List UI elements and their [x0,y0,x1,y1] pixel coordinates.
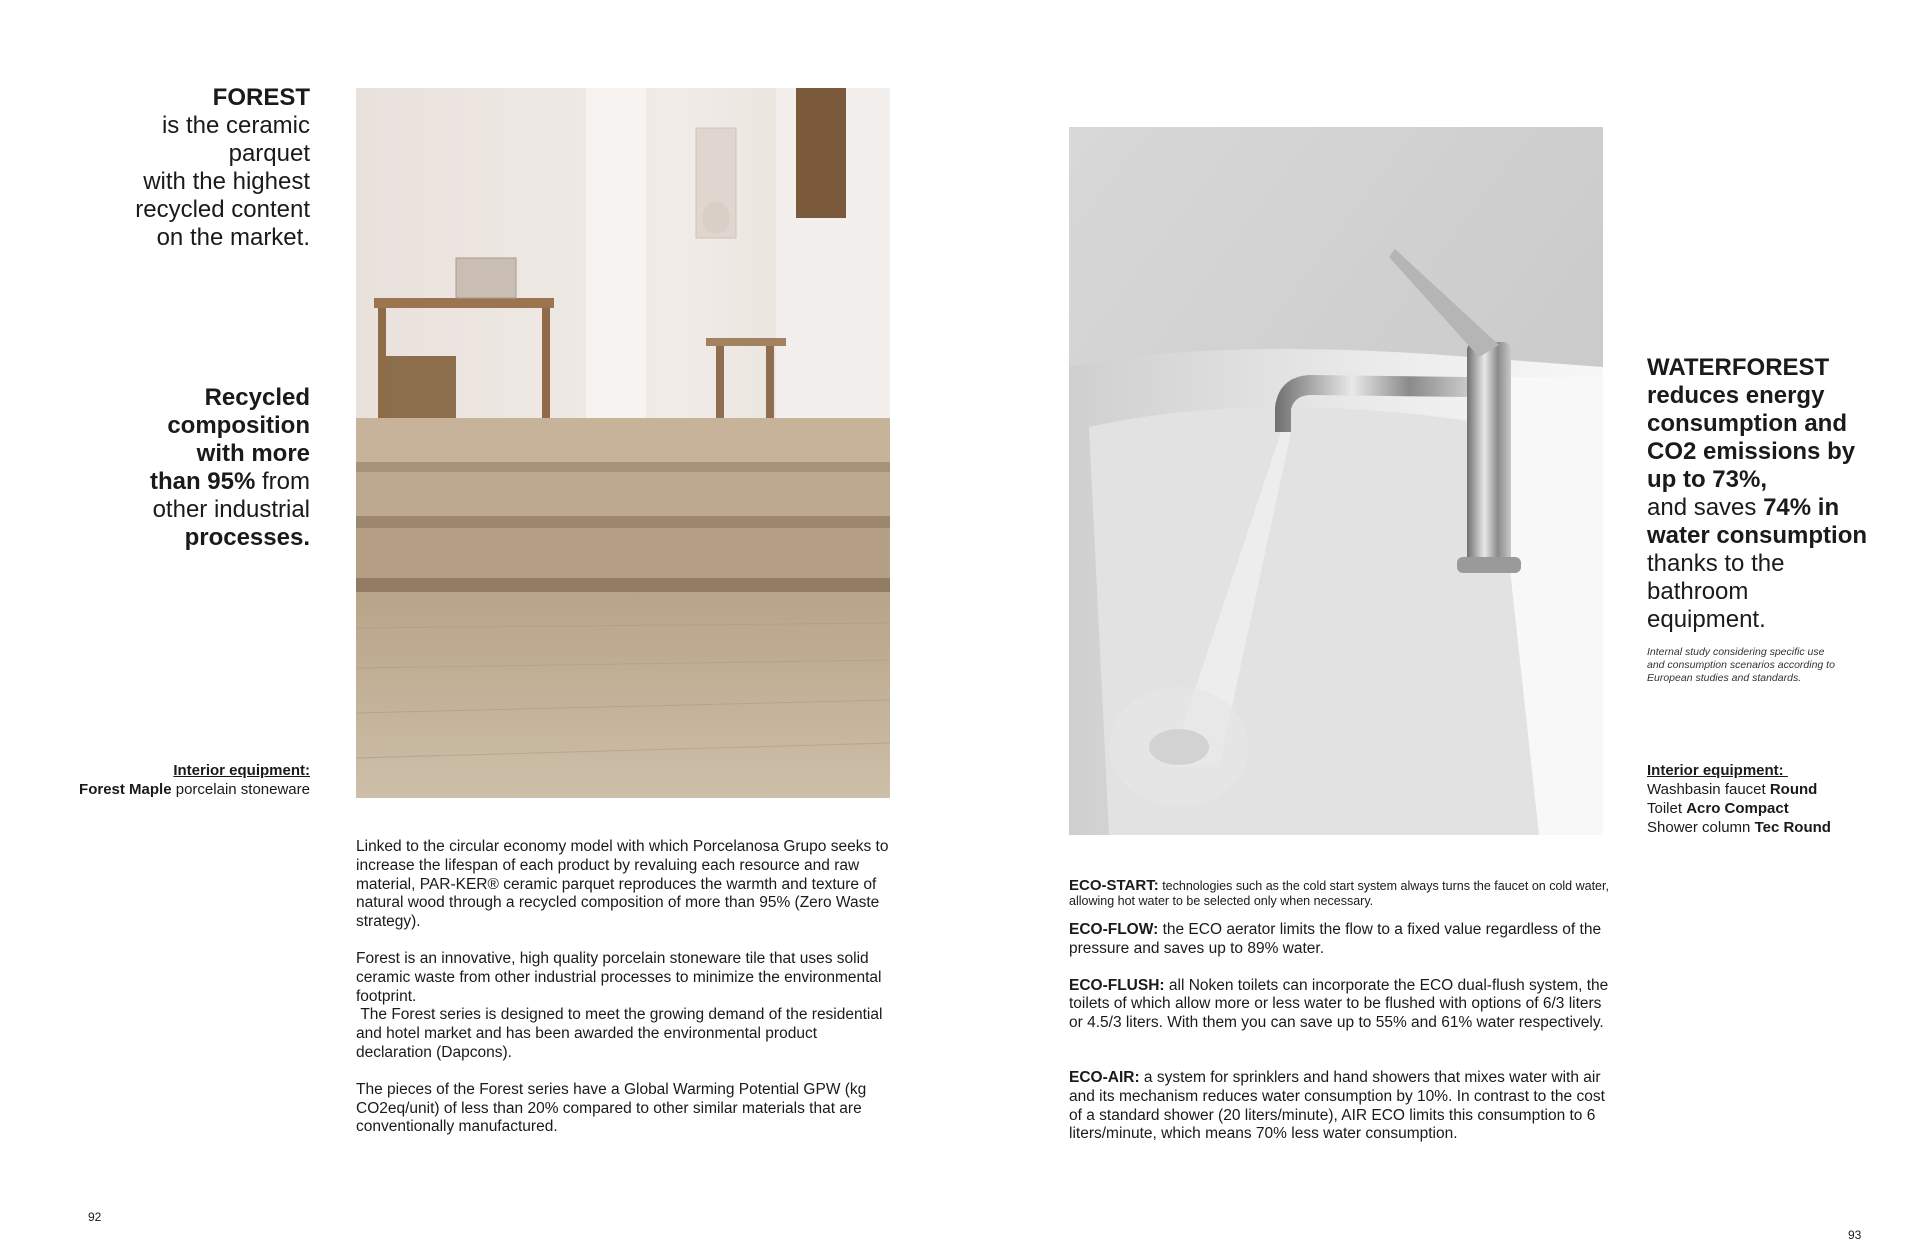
recycled-line [90,468,310,496]
forest-paragraph: Linked to the circular economy model with which Porcelanosa Grupo seeks to increase the lifespan of each product by revaluing each resource and raw material, PAR-KER® ceramic parquet reproduces the warmth and texture of natural wood through a recycled composition of more than 95% (Zero Waste strategy). [356,838,889,931]
equipment-item [1647,818,1907,837]
product-name: Forest Maple [79,781,172,798]
eco-label: ECO-START: [1069,877,1159,894]
interior-product [40,780,310,799]
eco-label: ECO-FLUSH: [1069,976,1165,994]
waterforest-line: reduces energy [1647,382,1825,409]
recycled-line: other industrial [152,496,310,523]
left-interior-equipment [40,761,310,799]
headline-line: is the ceramic [161,112,310,139]
forest-paragraph: The pieces of the Forest series have a Global Warming Potential GPW (kg CO2eq/unit) of less than 20% compared to other similar materials that are conventionally manufactured. [356,1080,867,1136]
recycled-line: with more [196,440,310,467]
caption-line: Internal study considering specific use [1647,646,1825,658]
equipment-model: Tec Round [1754,819,1831,836]
waterforest-line: up to 73%, [1647,466,1768,493]
eco-text: a system for sprinklers and hand showers that mixes water with air and its mechanism reduces water consumption by 10%. In contrast to the cost of a standard shower (20 liters/minute), AIR ECO limits this consumption to 6 liters/minute, which means 70% less water consumption. [1069,1068,1605,1143]
forest-headline [90,84,310,252]
eco-text: technologies such as the cold start system always turns the faucet on cold water, allowing hot water to be selected only when necessary. [1069,879,1609,908]
eco-text: the ECO aerator limits the flow to a fixed value regardless of the pressure and saves up to 89% water. [1069,921,1602,957]
headline-line: parquet [228,140,310,167]
headline-line: recycled content [135,196,310,223]
waterforest-line: water consumption [1647,522,1868,549]
eco-label: ECO-FLOW: [1069,921,1159,938]
equipment-type: Shower column [1647,819,1755,836]
equipment-model: Acro Compact [1686,800,1789,817]
eco-features [1069,878,1609,1144]
waterforest-line: thanks to the [1647,550,1785,577]
waterforest-headline [1647,354,1907,634]
equipment-type: Washbasin faucet [1647,781,1770,798]
eco-air [1069,1069,1609,1144]
waterforest-brand: WATERFOREST [1647,354,1830,381]
study-caption [1647,646,1907,685]
recycled-percent: than 95% [149,468,256,495]
caption-line: European studies and standards. [1647,672,1802,684]
recycled-line: Recycled [204,384,310,411]
waterforest-line: consumption and [1647,410,1847,437]
forest-interior-photo [356,88,890,798]
waterforest-line [1647,494,1907,522]
eco-start [1069,878,1609,909]
recycled-line: processes. [184,524,310,551]
forest-brand: FOREST [212,84,310,111]
recycled-line4-rest: from [255,468,310,495]
waterforest-line: bathroom [1647,578,1749,605]
interior-equipment-label: Interior equipment: [173,762,310,779]
faucet-washbasin-photo [1069,127,1603,835]
eco-label: ECO-AIR: [1069,1068,1140,1086]
forest-paragraph: The Forest series is designed to meet the growing demand of the residential and hotel market and has been awarded the environmental product declaration (Dapcons). [356,1006,887,1061]
product-type: porcelain stoneware [171,781,310,798]
equipment-type: Toilet [1647,800,1687,817]
waterforest-line: equipment. [1647,606,1766,633]
eco-text: all Noken toilets can incorporate the ECO dual-flush system, the toilets of which allow more or less water to be flushed with options of 6/3 liters or 4.5/3 liters. With them you can save up to 55% and 61% water respectively. [1069,976,1609,1032]
page-number-right: 93 [1848,1228,1862,1242]
headline-line: with the highest [143,168,310,195]
caption-line: and consumption scenarios according to [1647,659,1835,671]
equipment-item [1647,780,1907,799]
recycled-line: composition [167,412,310,439]
eco-flow [1069,921,1609,959]
saves-percent: 74% in [1763,494,1840,521]
forest-description [356,838,896,1137]
equipment-item [1647,799,1907,818]
interior-equipment-label: Interior equipment: [1647,762,1788,779]
recycled-composition-statement [90,384,310,552]
page-number-left: 92 [88,1210,102,1224]
forest-paragraph: Forest is an innovative, high quality porcelain stoneware tile that uses solid ceramic waste from other industrial processes to minimize the environmental footprint. [356,949,882,1005]
eco-flush [1069,977,1609,1033]
waterforest-line: CO2 emissions by [1647,438,1856,465]
equipment-model: Round [1769,781,1818,798]
right-interior-equipment [1647,761,1907,837]
headline-line: on the market. [156,224,310,251]
saves-text: and saves [1647,494,1764,521]
